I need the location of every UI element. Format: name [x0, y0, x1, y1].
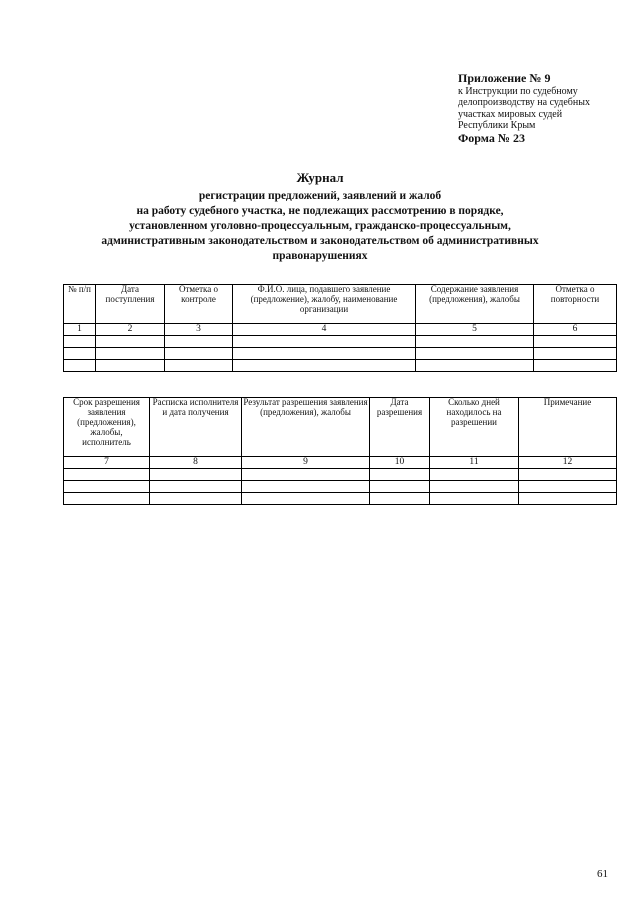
column-number: 10 [370, 457, 430, 469]
table-header-row [64, 398, 617, 457]
table-cell [416, 336, 534, 348]
table-cell [96, 360, 165, 372]
registration-table-part1 [63, 284, 617, 372]
page-number: 61 [597, 868, 608, 880]
column-header: Расписка исполнителя и дата получения [150, 398, 242, 457]
table-cell [64, 348, 96, 360]
table-cell [64, 360, 96, 372]
table-cell [370, 469, 430, 481]
journal-heading [40, 170, 600, 264]
column-header: Дата поступления [96, 285, 165, 324]
table-cell [64, 493, 150, 505]
journal-subtitle-line: административным законодательством и законодательством об административных [101, 234, 539, 247]
column-number: 3 [165, 324, 233, 336]
table-cell [519, 493, 617, 505]
table-cell [519, 481, 617, 493]
column-header: № п/п [64, 285, 96, 324]
table-cell [534, 348, 617, 360]
table-cell [165, 360, 233, 372]
column-number-row [64, 324, 617, 336]
table-cell [430, 493, 519, 505]
column-number: 6 [534, 324, 617, 336]
table-row [64, 336, 617, 348]
form-number: Форма № 23 [458, 130, 525, 145]
table-cell [150, 493, 242, 505]
table-cell [150, 481, 242, 493]
column-header: Отметка о повторности [534, 285, 617, 324]
appendix-line: Республики Крым [458, 120, 536, 132]
column-header: Содержание заявления (предложения), жалобы [416, 285, 534, 324]
table-cell [534, 336, 617, 348]
journal-title: Журнал [296, 170, 344, 185]
journal-subtitle-line: правонарушениях [272, 249, 368, 262]
table-cell [64, 469, 150, 481]
column-header: Результат разрешения заявления (предложения), жалобы [242, 398, 370, 457]
table-cell [416, 360, 534, 372]
column-header: Ф.И.О. лица, подавшего заявление (предложение), жалобу, наименование организации [233, 285, 416, 324]
table-cell [370, 493, 430, 505]
column-number: 9 [242, 457, 370, 469]
appendix-line: участках мировых судей [458, 108, 563, 120]
table-row [64, 493, 617, 505]
table-cell [96, 348, 165, 360]
column-number: 8 [150, 457, 242, 469]
appendix-block [458, 72, 628, 146]
column-number: 1 [64, 324, 96, 336]
table-cell [165, 336, 233, 348]
table-cell [242, 469, 370, 481]
column-number: 4 [233, 324, 416, 336]
table-row [64, 469, 617, 481]
table-cell [242, 493, 370, 505]
table-cell [416, 348, 534, 360]
journal-subtitle-line: регистрации предложений, заявлений и жалоб [198, 190, 442, 202]
table-cell [233, 336, 416, 348]
table-cell [165, 348, 233, 360]
table-cell [64, 481, 150, 493]
table-cell [242, 481, 370, 493]
table-cell [96, 336, 165, 348]
table-cell [430, 481, 519, 493]
journal-subtitle-line: на работу судебного участка, не подлежащих рассмотрению в порядке, [136, 204, 504, 217]
column-header: Срок разрешения заявления (предложения), жалобы, исполнитель [64, 398, 150, 457]
table-cell [150, 469, 242, 481]
table-cell [233, 348, 416, 360]
column-header: Сколько дней находилось на разрешении [430, 398, 519, 457]
table-row [64, 348, 617, 360]
column-number: 7 [64, 457, 150, 469]
column-header: Отметка о контроле [165, 285, 233, 324]
registration-table-part2 [63, 397, 617, 505]
journal-subtitle-line: установленном уголовно-процессуальным, гражданско-процессуальным, [129, 219, 511, 232]
column-number: 5 [416, 324, 534, 336]
appendix-line: делопроизводству на судебных [458, 97, 590, 109]
column-number: 2 [96, 324, 165, 336]
table-row [64, 481, 617, 493]
table-row [64, 360, 617, 372]
table-cell [534, 360, 617, 372]
column-header: Дата разрешения [370, 398, 430, 457]
column-header: Примечание [519, 398, 617, 457]
table-cell [430, 469, 519, 481]
table-header-row [64, 285, 617, 324]
table-cell [64, 336, 96, 348]
appendix-title: Приложение № 9 [458, 71, 551, 85]
column-number: 11 [430, 457, 519, 469]
appendix-line: к Инструкции по судебному [458, 85, 578, 97]
table-cell [370, 481, 430, 493]
column-number: 12 [519, 457, 617, 469]
table-cell [519, 469, 617, 481]
table-cell [233, 360, 416, 372]
column-number-row [64, 457, 617, 469]
